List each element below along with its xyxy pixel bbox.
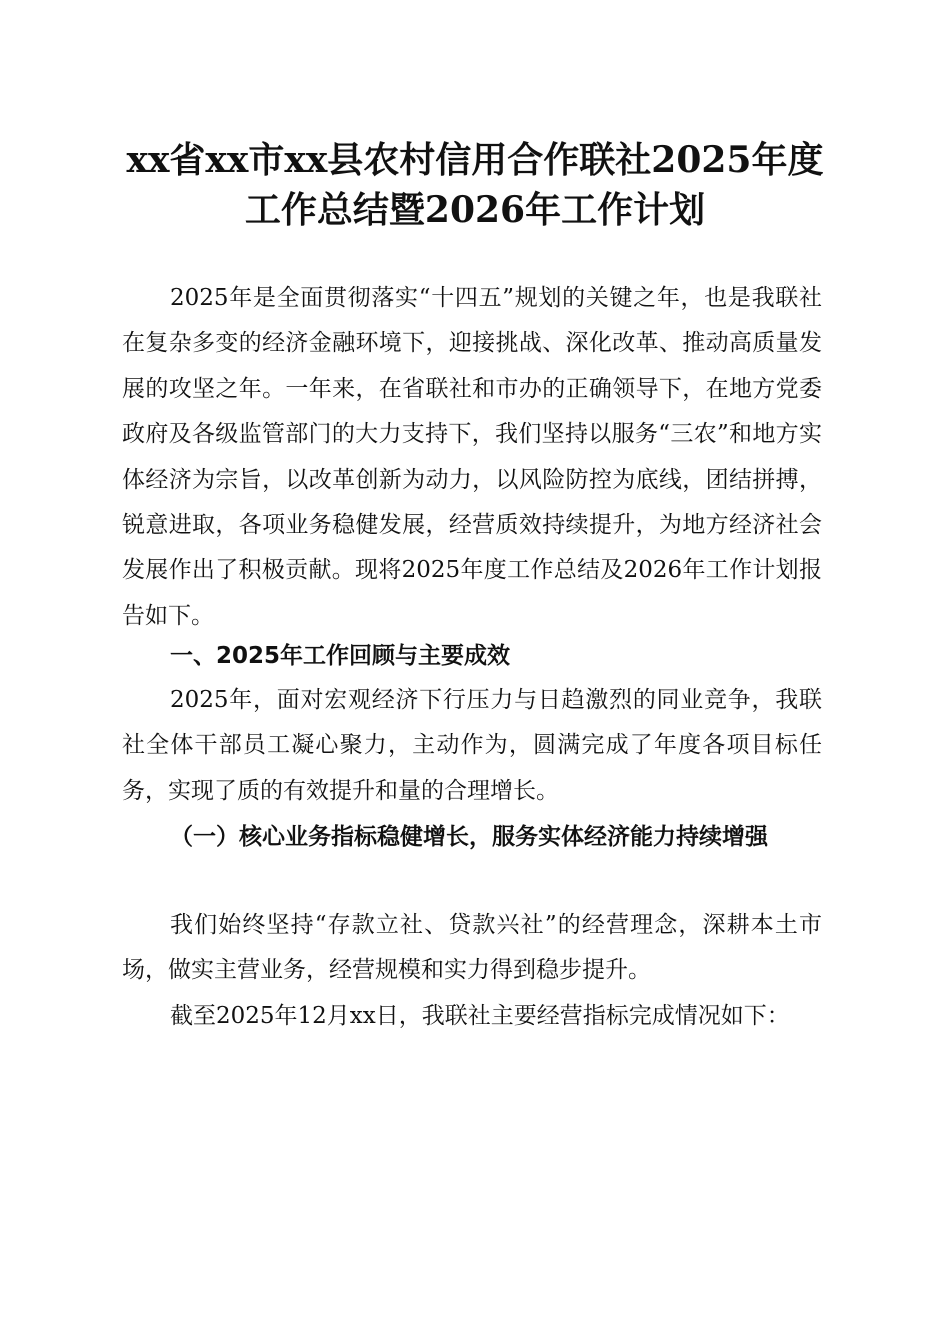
section-1-paragraph: 2025年，面对宏观经济下行压力与日趋激烈的同业竞争，我联社全体干部员工凝心聚力，主动作为，圆满完成了年度各项目标任务，实现了质的有效提升和量的合理增长。 (122, 687, 822, 804)
subsection-1-heading: （一）核心业务指标稳健增长，服务实体经济能力持续增强 (170, 823, 768, 850)
section-1-heading: 一、2025年工作回顾与主要成效 (170, 643, 511, 669)
subsection-1-paragraph: 我们始终坚持“存款立社、贷款兴社”的经营理念，深耕本土市场，做实主营业务，经营规模和实力得到稳步提升。 (122, 912, 822, 984)
intro-paragraph: 2025年是全面贯彻落实“十四五”规划的关键之年，也是我联社在复杂多变的经济金融环境下，迎接挑战、深化改革、推动高质量发展的攻坚之年。一年来，在省联社和市办的正确领导下，在地方党委政府及各级监管部门的大力支持下，我们坚持以服务“三农”和地方实体经济为宗旨，以改革创新为动力，以风险防控为底线，团结拼搏，锐意进取，各项业务稳健发展，经营质效持续提升，为地方经济社会发展作出了积极贡献。现将2025年度工作总结及2026年工作计划报告如下。 (122, 285, 822, 629)
document-title-line-1: xx省xx市xx县农村信用合作联社2025年度 (126, 139, 824, 181)
indicators-intro-paragraph: 截至2025年12月xx日，我联社主要经营指标完成情况如下： (170, 1003, 790, 1029)
document-title-line-2: 工作总结暨2026年工作计划 (244, 189, 706, 231)
